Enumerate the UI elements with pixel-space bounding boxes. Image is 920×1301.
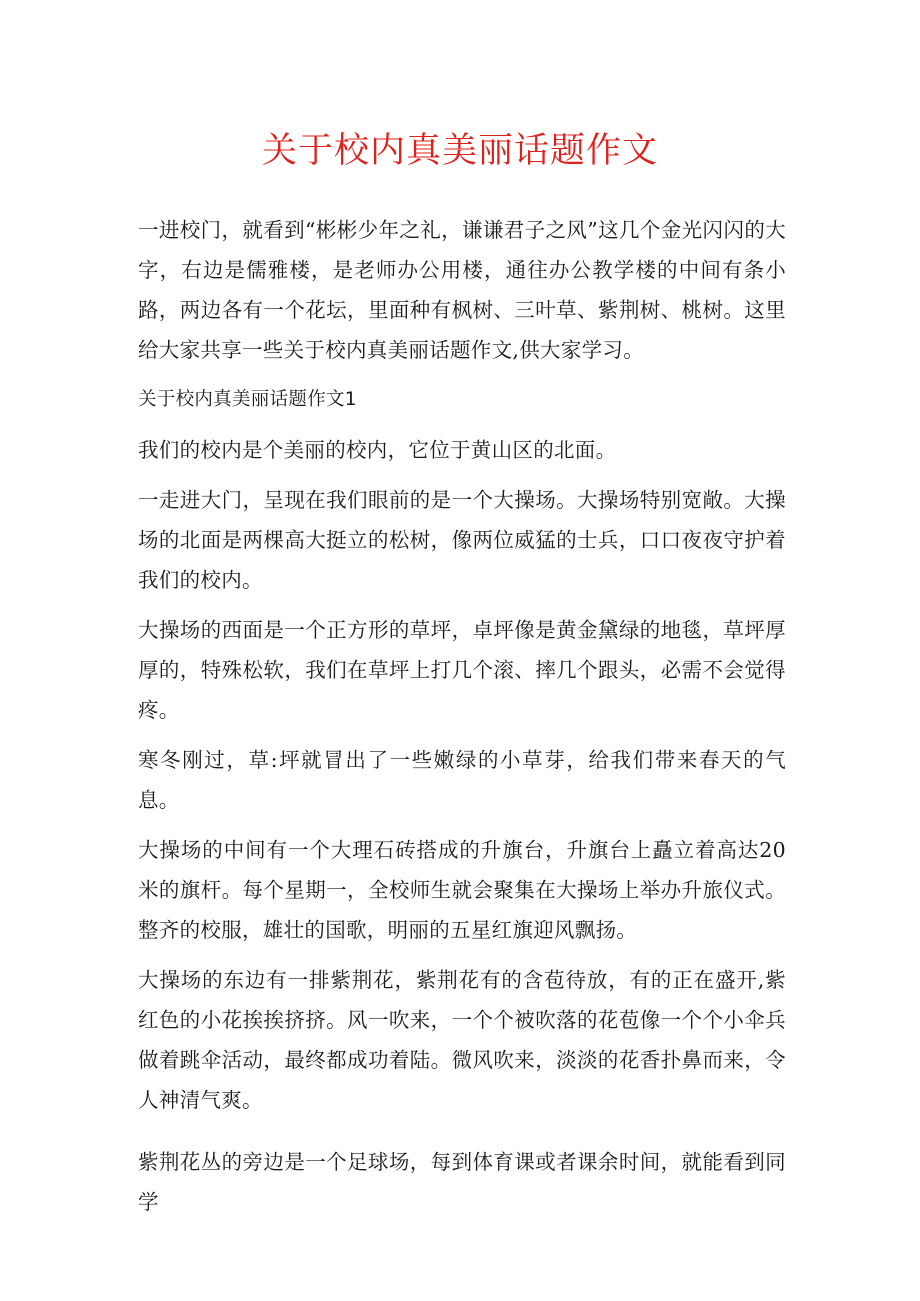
section-heading: 关于校内真美丽话题作文1	[138, 389, 357, 410]
paragraph: 一走进大门，呈现在我们眼前的是一个大操场。大操场特别宽敞。大操场的北面是两棵高大挺立的松树，像两位威猛的士兵，口口夜夜守护着我们的校内。	[138, 488, 786, 592]
paragraph: 大操场的中间有一个大理石砖搭成的升旗台，升旗台上矗立着高达20米的旗杆。每个星期一，全校师生就会聚集在大操场上举办升旅仪式。整齐的校服，雄壮的国歌，明丽的五星红旗迎风飘扬。	[138, 838, 786, 942]
document-title: 关于校内真美丽话题作文	[261, 131, 658, 171]
paragraph: 紫荆花丛的旁边是一个足球场，每到体育课或者课余时间，就能看到同学	[138, 1150, 786, 1214]
paragraph: 我们的校内是个美丽的校内，它位于黄山区的北面。	[138, 438, 617, 462]
document-body	[138, 210, 786, 1222]
paragraph: 大操场的西面是一个正方形的草坪，卓坪像是黄金黛绿的地毯，草坪厚厚的，特殊松软，我们在草坪上打几个滚、摔几个跟头，必需不会觉得疼。	[138, 618, 786, 722]
paragraph-intro: 一进校门，就看到“彬彬少年之礼，谦谦君子之风”这几个金光闪闪的大字，右边是儒雅楼，是老师办公用楼，通往办公教学楼的中间有条小路，两边各有一个花坛，里面种有枫树、三叶草、紫荆树、桃树。这里给大家共享一些关于校内真美丽话题作文,供大家学习。	[138, 218, 786, 362]
paragraph: 寒冬刚过，草:坪就冒出了一些嫩绿的小草芽，给我们带来春天的气息。	[138, 748, 786, 812]
paragraph: 大操场的东边有一排紫荆花，紫荆花有的含苞待放，有的正在盛开,紫红色的小花挨挨挤挤。风一吹来，一个个被吹落的花苞像一个个小伞兵做着跳伞活动，最终都成功着陆。微风吹来，淡淡的花香扑鼻而来，令人神清气爽。	[138, 968, 786, 1112]
